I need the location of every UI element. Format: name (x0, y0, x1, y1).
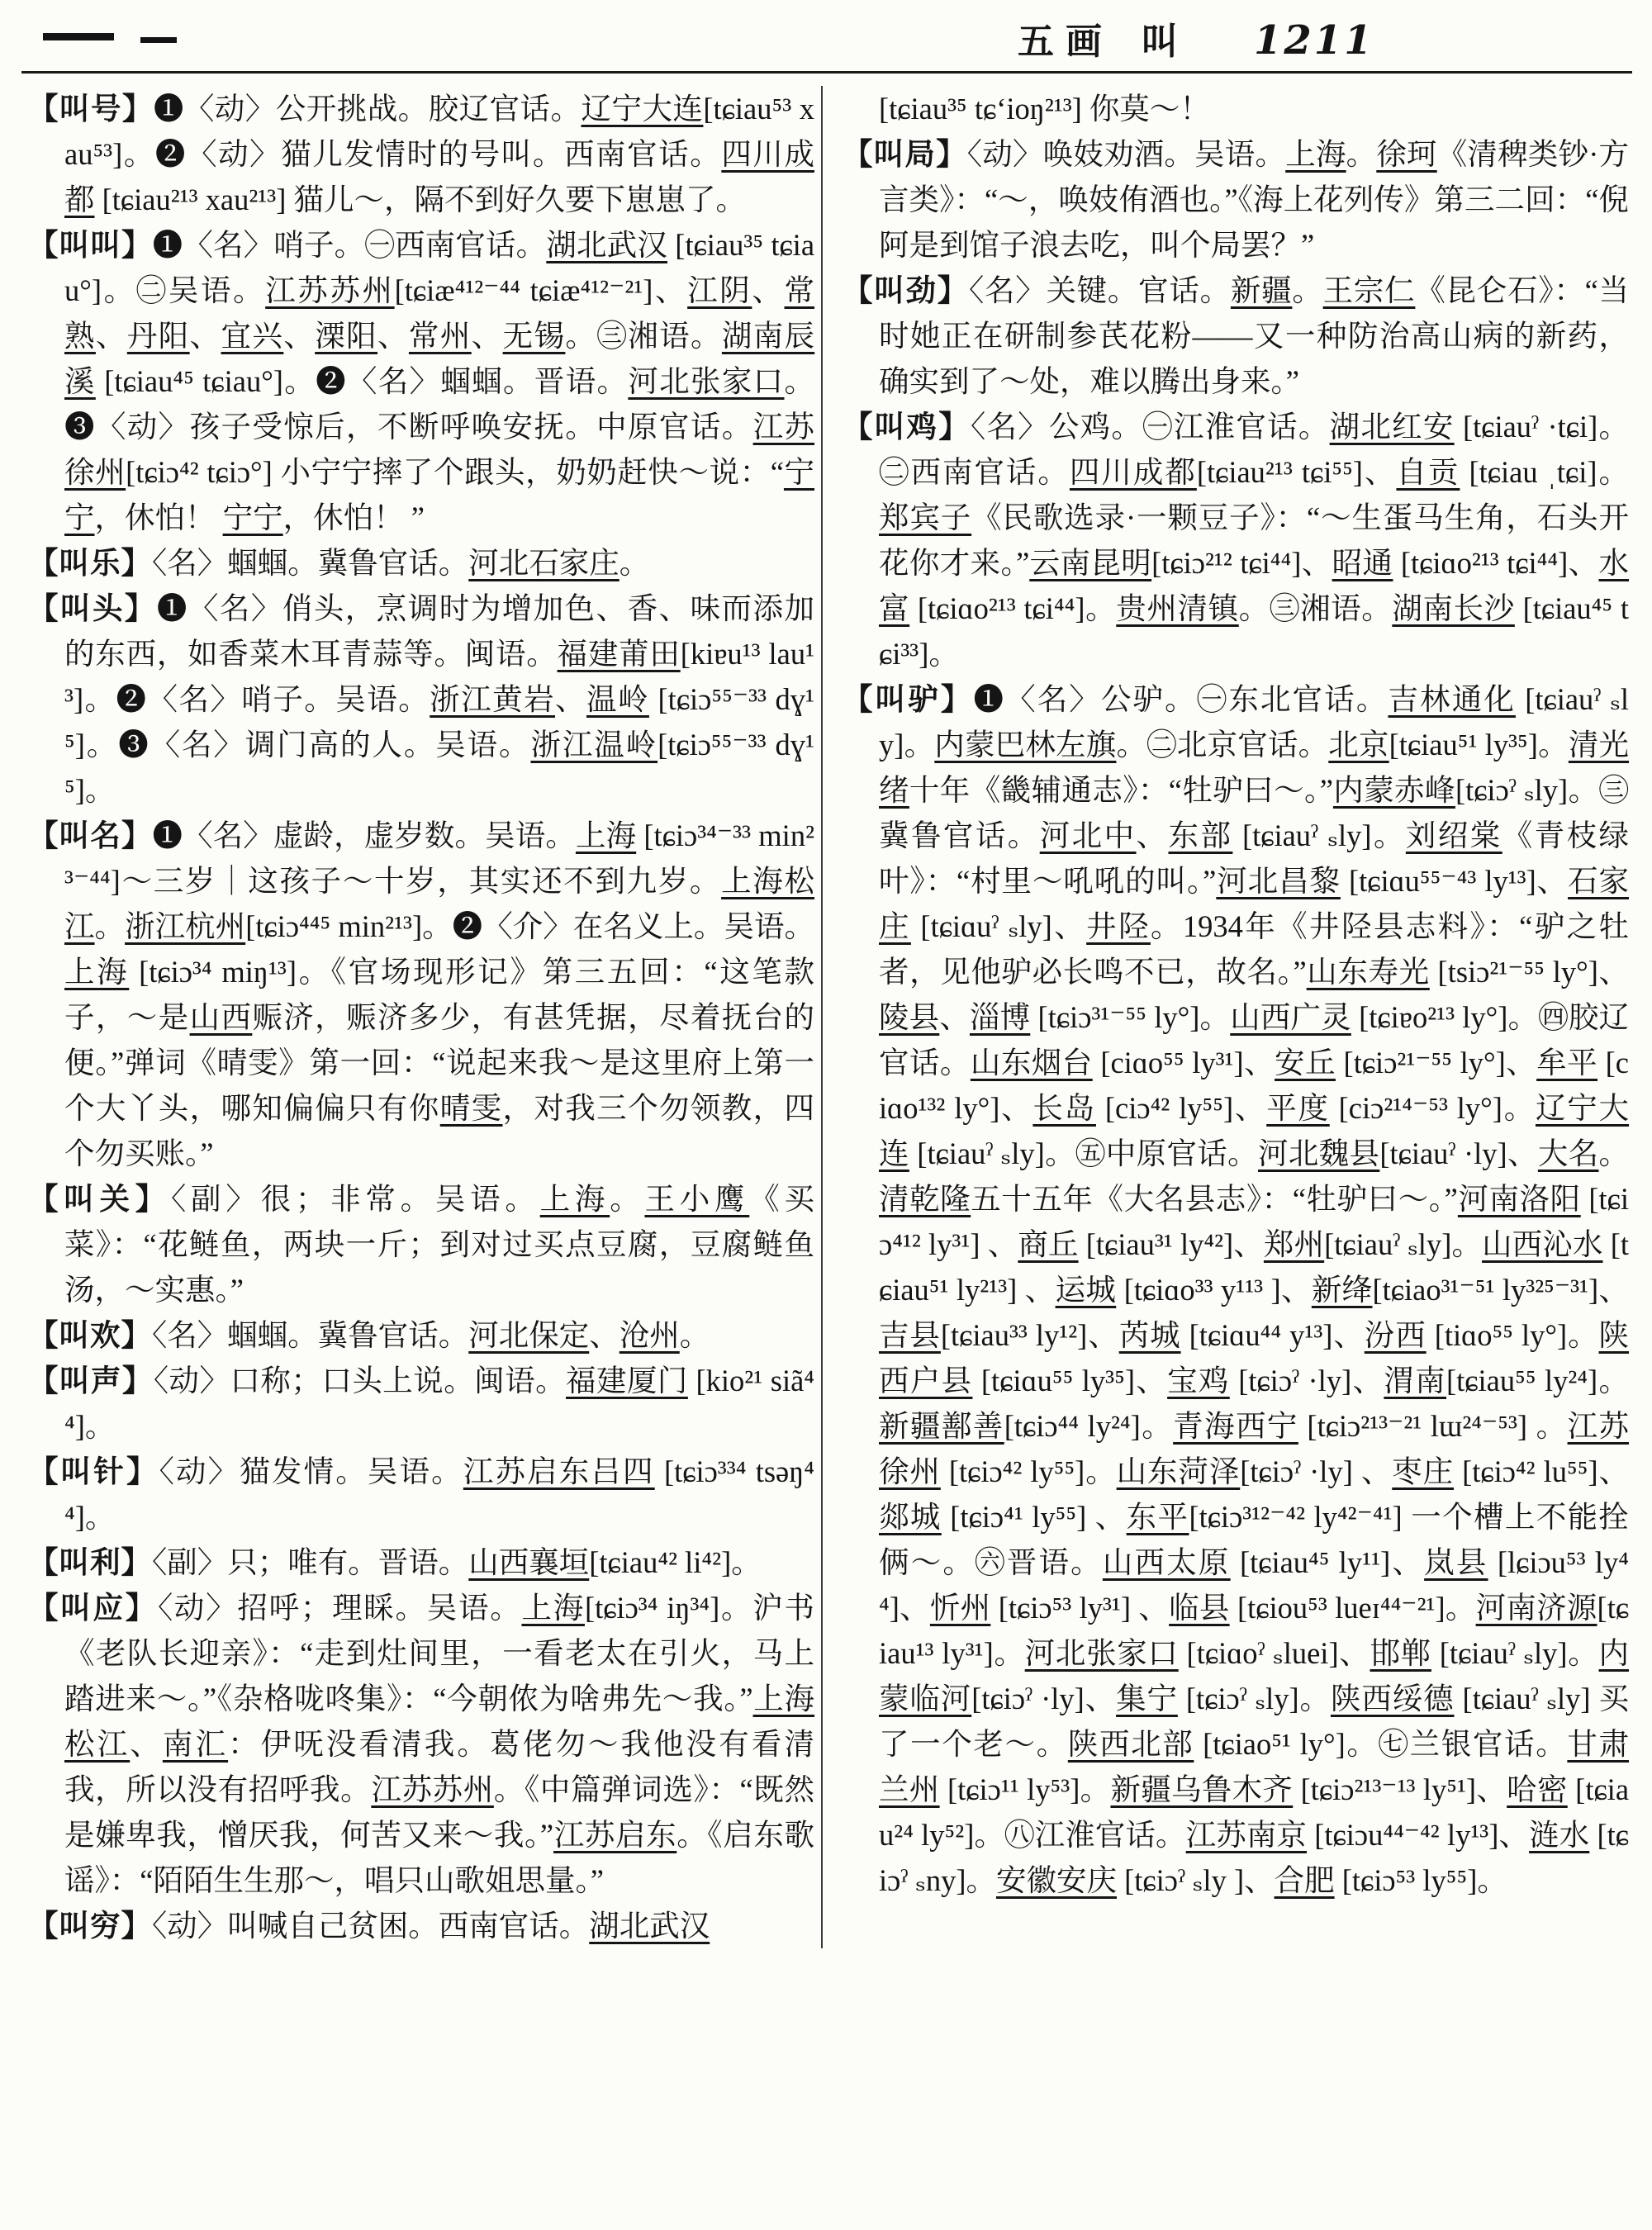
entry-body: ❶〈名〉俏头，烹调时为增加色、香、味而添加的东西，如香菜木耳青蒜等。闽语。福建莆田[kiɐu¹³ lau¹³]。❷〈名〉哨子。吴语。浙江黄岩、温岭 [tɕiɔ⁵⁵⁻³³ dɣ¹⁵]。❸〈名〉调门高的人。吴语。浙江温岭[tɕiɔ⁵⁵⁻³³ dɣ¹⁵]。 (64, 591, 815, 807)
entry-headword: 【叫利】 (28, 1545, 152, 1579)
entry-body: ❶〈动〉公开挑战。胶辽官话。辽宁大连[tɕiau⁵³ xau⁵³]。❷〈动〉猫儿发情时的号叫。西南官话。四川成都 [tɕiau²¹³ xau²¹³] 猫儿～，隔不到好久要下崽崽了。 (64, 92, 815, 216)
entry-body: ❶〈名〉公驴。㊀东北官话。吉林通化 [tɕiauˀ ₛly]。内蒙巴林左旗。㊁北京官话。北京[tɕiau⁵¹ ly³⁵]。清光绪十年《畿辅通志》：“牡驴曰～。”内蒙赤峰[tɕiɔˀ ₛly]。㊂冀鲁官话。河北中、东部 [tɕiauˀ ₛly]。刘绍棠《青枝绿叶》：“村里～吼吼的叫。”河北昌黎 [tɕiɑu⁵⁵⁻⁴³ ly¹³]、石家庄 [tɕiɑuˀ ₛly]、井陉。1934年《井陉县志料》：“驴之牡者，见他驴必长鸣不已，故名。”山东寿光 [tsiɔ²¹⁻⁵⁵ ly°]、陵县、淄博 [tɕiɔ³¹⁻⁵⁵ ly°]。山西广灵 [tɕiɐo²¹³ ly°]。㊃胶辽官话。山东烟台 [ciɑo⁵⁵ ly³¹]、安丘 [tɕiɔ²¹⁻⁵⁵ ly°]、牟平 [ciɑo¹³² ly°]、长岛 [ciɔ⁴² ly⁵⁵]、平度 [ciɔ²¹⁴⁻⁵³ ly°]。辽宁大连 [tɕiauˀ ₛly]。㊄中原官话。河北魏县[tɕiauˀ ·ly]、大名。清乾隆五十五年《大名县志》：“牡驴曰～。”河南洛阳 [tɕiɔ⁴¹² ly³¹] 、商丘 [tɕiau³¹ ly⁴²]、郑州[tɕiauˀ ₛly]。山西沁水 [tɕiau⁵¹ ly²¹³] 、运城 [tɕiɑo³³ y¹¹³ ]、新绛[tɕiao³¹⁻⁵¹ ly³²⁵⁻³¹]、吉县[tɕiau³³ ly¹²]、芮城 [tɕiɑu⁴⁴ y¹³]、汾西 [tiɑo⁵⁵ ly°]。陕西户县 [tɕiɑu⁵⁵ ly³⁵]、宝鸡 [tɕiɔˀ ·ly]、渭南[tɕiau⁵⁵ ly²⁴]。新疆鄯善[tɕiɔ⁴⁴ ly²⁴]。青海西宁 [tɕiɔ²¹³⁻²¹ lɯ²⁴⁻⁵³] 。江苏徐州 [tɕiɔ⁴² ly⁵⁵]。山东菏泽[tɕiɔˀ ·ly] 、枣庄 [tɕiɔ⁴² lu⁵⁵]、郯城 [tɕiɔ⁴¹ ly⁵⁵] 、东平[tɕiɔ³¹²⁻⁴² ly⁴²⁻⁴¹] 一个槽上不能拴俩～。㊅晋语。山西太原 [tɕiau⁴⁵ ly¹¹]、岚县 [lɕiɔu⁵³ ly⁴⁴]、忻州 [tɕiɔ⁵³ ly³¹] 、临县 [tɕiou⁵³ lueɪ⁴⁴⁻²¹]。河南济源[tɕiau¹³ ly³¹]。河北张家口 [tɕiɑoˀ ₛluei]、邯郸 [tɕiauˀ ₛly]。内蒙临河[tɕiɔˀ ·ly]、集宁 [tɕiɔˀ ₛly]。陕西绥德 [tɕiauˀ ₛly] 买了一个老～。陕西北部 [tɕiao⁵¹ ly°]。㊆兰银官话。甘肃兰州 [tɕiɔ¹¹ ly⁵³]。新疆乌鲁木齐 [tɕiɔ²¹³⁻¹³ ly⁵¹]、哈密 [tɕiau²⁴ ly⁵²]。㊇江淮官话。江苏南京 [tɕiɔu⁴⁴⁻⁴² ly¹³]、涟水 [tɕiɔˀ ₛny]。安徽安庆 [tɕiɔˀ ₛly ]、合肥 [tɕiɔ⁵³ ly⁵⁵]。 (879, 682, 1630, 1897)
two-column-layout (28, 86, 1634, 1948)
left-column (28, 86, 814, 1948)
entry-body: [tɕiau³⁵ tɕ‘ioŋ²¹³] 你莫～！ (879, 92, 1210, 126)
entry-headword: 【叫号】 (28, 92, 154, 126)
entry-body: ❶〈名〉哨子。㊀西南官话。湖北武汉 [tɕiau³⁵ tɕiau°]。㊁吴语。江苏苏州[tɕiæ⁴¹²⁻⁴⁴ tɕiæ⁴¹²⁻²¹]、江阴、常熟、丹阳、宜兴、溧阳、常州、无锡。㊂湘语。湖南辰溪 [tɕiau⁴⁵ tɕiau°]。❷〈名〉蝈蝈。晋语。河北张家口。❸〈动〉孩子受惊后，不断呼唤安抚。中原官话。江苏徐州[tɕiɔ⁴² tɕiɔ°] 小宁宁摔了个跟头，奶奶赶快～说：“宁宁，休怕！ 宁宁，休怕！ ” (64, 228, 815, 534)
dict-entry (28, 586, 814, 813)
entry-body: 〈动〉口称；口头上说。闽语。福建厦门 [kio²¹ siã⁴⁴]。 (64, 1364, 815, 1443)
entry-headword: 【叫名】 (28, 818, 153, 852)
entry-body: 〈动〉猫发情。吴语。江苏启东吕四 [tɕiɔ³³⁴ tsəŋ⁴⁴]。 (64, 1454, 815, 1534)
dict-entry (28, 222, 814, 540)
entry-body: 〈名〉蝈蝈。冀鲁官话。河北石家庄。 (152, 546, 650, 580)
entry-body: 〈动〉招呼；理睬。吴语。上海[tɕiɔ³⁴ iŋ³⁴]。沪书《老队长迎亲》：“走到灶间里，一看老太在引火，马上踏进来～。”《杂格咙咚集》：“今朝侬为啥弗先～我。”上海松江、南汇：伊呒没看清我。葛佬勿～我他没有看清我，所以没有招呼我。江苏苏州。《中篇弹词选》：“既然是嫌卑我，憎厌我，何苦又来～我。”江苏启东。《启东歌谣》：“陌陌生生那～，唱只山歌姐思量。” (64, 1591, 815, 1897)
dict-entry (843, 268, 1629, 404)
dict-entry (28, 1449, 814, 1540)
entry-body: 〈名〉关键。官话。新疆。王宗仁《昆仑石》：“当时她正在研制参芪花粉——又一种防治高山病的新药，确实到了～处，难以腾出身来。” (879, 273, 1630, 398)
dict-entry (28, 1540, 814, 1585)
dict-entry (843, 131, 1629, 268)
entry-body: ❶〈名〉虚龄，虚岁数。吴语。上海 [tɕiɔ³⁴⁻³³ min²³⁻⁴⁴]～三岁｜这孩子～十岁，其实还不到九岁。上海松江。浙江杭州[tɕiɔ⁴⁴⁵ min²¹³]。❷〈介〉在名义上。吴语。上海 [tɕiɔ³⁴ miŋ¹³]。《官场现形记》第三五回：“这笔款子，～是山西赈济，赈济多少，有甚凭据，尽着抚台的便。”弹词《晴雯》第一回：“说起来我～是这里府上第一个大丫头，哪知偏偏只有你晴雯，对我三个勿领教，四个勿买账。” (64, 818, 815, 1170)
entry-body: 〈名〉蝈蝈。冀鲁官话。河北保定、沧州。 (152, 1318, 710, 1352)
entry-headword: 【叫穷】 (28, 1909, 152, 1943)
entry-headword: 【叫关】 (28, 1182, 172, 1216)
entry-body: 〈名〉公鸡。㊀江淮官话。湖北红安 [tɕiauˀ ·tɕi]。㊁西南官话。四川成都[tɕiau²¹³ tɕi⁵⁵]、自贡 [tɕiau ˌtɕi]。郑宾子《民歌选录·一颗豆子》：“～生蛋马生角，石头开花你才来。”云南昆明[tɕiɔ²¹² tɕi⁴⁴]、昭通 [tɕiɑo²¹³ tɕi⁴⁴]、水富 [tɕiɑo²¹³ tɕi⁴⁴]。贵州清镇。㊂湘语。湖南长沙 [tɕiau⁴⁵ tɕi³³]。 (879, 410, 1630, 671)
entry-body: 〈副〉只；唯有。晋语。山西襄垣[tɕiau⁴² li⁴²]。 (152, 1545, 762, 1579)
dict-entry (28, 813, 814, 1176)
entry-body: 〈动〉唤妓劝酒。吴语。上海。徐珂《清稗类钞·方言类》：“～，唤妓侑酒也。”《海上花列传》第三二回：“倪阿是到馆子浪去吃，叫个局罢？” (879, 137, 1630, 262)
dict-entry (28, 1358, 814, 1449)
entry-body: 〈动〉叫喊自己贫困。西南官话。湖北武汉 (152, 1909, 710, 1943)
header-rule (21, 71, 1632, 74)
entry-headword: 【叫驴】 (843, 682, 974, 716)
entry-headword: 【叫针】 (28, 1454, 159, 1488)
dict-entry (28, 540, 814, 586)
dict-entry (28, 1903, 814, 1948)
header-character: 叫 (1142, 21, 1178, 62)
dict-entry (843, 404, 1629, 676)
dict-entry (28, 1585, 814, 1903)
entry-headword: 【叫欢】 (28, 1318, 152, 1352)
entry-headword: 【叫鸡】 (843, 410, 971, 444)
entry-headword: 【叫局】 (843, 137, 967, 171)
dict-entry (28, 1312, 814, 1358)
entry-headword: 【叫声】 (28, 1364, 154, 1397)
page-header (0, 12, 1652, 64)
entry-headword: 【叫乐】 (28, 546, 152, 580)
entry-headword: 【叫应】 (28, 1591, 158, 1625)
column-divider (821, 86, 823, 1948)
dict-entry (843, 676, 1629, 1903)
header-stroke-section: 五画 (1018, 21, 1113, 62)
entry-headword: 【叫头】 (28, 591, 157, 625)
dict-entry (28, 86, 814, 222)
entry-headword: 【叫劲】 (843, 273, 969, 307)
entry-headword: 【叫叫】 (28, 228, 153, 262)
right-column (843, 86, 1629, 1948)
page-number: 1211 (1254, 17, 1374, 64)
dict-entry (28, 1176, 814, 1312)
entry-body: 〈副〉很；非常。吴语。上海。王小鹰《买菜》：“花鲢鱼，两块一斤；到对过买点豆腐，豆腐鲢鱼汤，～实惠。” (64, 1182, 815, 1307)
dict-entry-continuation (843, 86, 1629, 131)
